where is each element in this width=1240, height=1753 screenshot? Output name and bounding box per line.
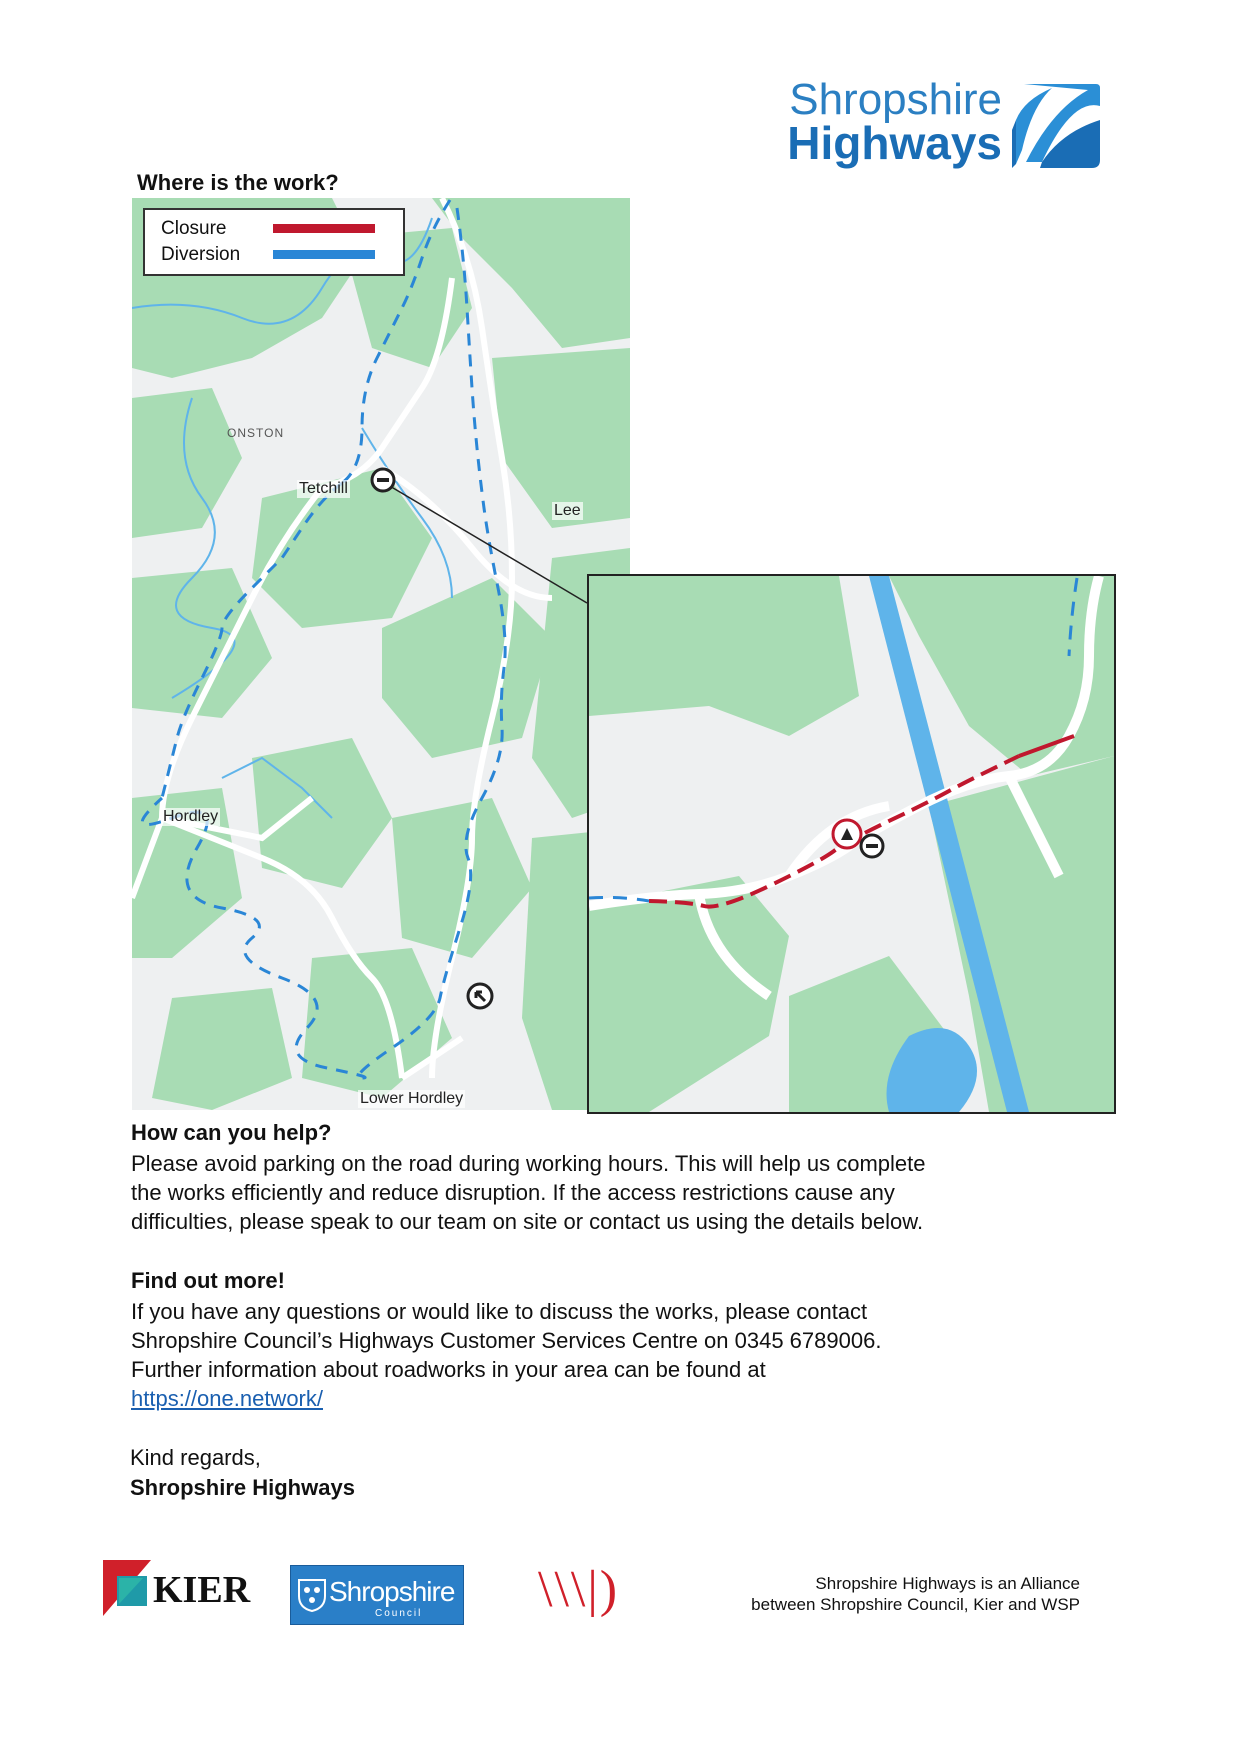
legend-diversion-swatch <box>273 250 375 259</box>
one-network-link[interactable]: https://one.network/ <box>131 1386 323 1411</box>
inset-map-canvas <box>589 576 1114 1112</box>
shropshire-highways-logo <box>762 75 1102 174</box>
place-hordley: Hordley <box>163 808 219 825</box>
alliance-line-2: between Shropshire Council, Kier and WSP <box>751 1595 1080 1614</box>
kier-mark-icon <box>103 1560 151 1616</box>
help-line-1: Please avoid parking on the road during working hours. This will help us complete <box>131 1151 926 1176</box>
legend-closure-swatch <box>273 224 375 233</box>
brand-line1: Shropshire <box>789 75 1002 124</box>
more-line-2: Shropshire Council’s Highways Customer Services Centre on 0345 6789006. <box>131 1328 882 1353</box>
place-lower-hordley: Lower Hordley <box>360 1090 464 1107</box>
legend-closure-label: Closure <box>161 218 227 239</box>
map-legend <box>143 208 405 276</box>
kier-wordmark: KIER <box>153 1569 251 1611</box>
council-crest-icon <box>297 1578 327 1612</box>
road-logo-icon <box>1012 80 1102 172</box>
where-heading: Where is the work? <box>137 170 339 195</box>
main-map[interactable] <box>132 198 630 1110</box>
help-heading: How can you help? <box>131 1120 332 1145</box>
place-lee: Lee <box>554 502 581 519</box>
inset-map[interactable] <box>587 574 1116 1114</box>
diversion-sign-icon <box>468 984 492 1008</box>
legend-diversion-label: Diversion <box>161 244 241 265</box>
more-heading: Find out more! <box>131 1268 285 1293</box>
wsp-logo: \\\|) <box>538 1561 620 1618</box>
more-paragraph <box>131 1297 1001 1413</box>
place-tetchill: Tetchill <box>299 480 348 497</box>
kier-logo <box>103 1560 265 1616</box>
more-line-1: If you have any questions or would like to discuss the works, please contact <box>131 1299 868 1324</box>
roadworks-sign-icon <box>833 820 861 848</box>
closure-marker-icon <box>372 469 394 491</box>
inset-closure-marker-icon <box>861 835 883 857</box>
help-line-2: the works efficiently and reduce disruption. If the access restrictions cause any <box>131 1180 895 1205</box>
main-map-canvas <box>132 198 630 1110</box>
help-line-3: difficulties, please speak to our team on site or contact us using the details below. <box>131 1209 924 1234</box>
signoff-name: Shropshire Highways <box>130 1475 355 1500</box>
alliance-statement <box>700 1573 1080 1615</box>
alliance-line-1: Shropshire Highways is an Alliance <box>815 1574 1080 1593</box>
council-wordmark: Council <box>375 1608 423 1619</box>
brand-line2: Highways <box>787 117 1002 169</box>
signoff-regards: Kind regards, <box>130 1445 261 1470</box>
shropshire-council-logo <box>290 1565 464 1625</box>
shropshire-wordmark: Shropshire <box>329 1576 455 1607</box>
help-paragraph <box>131 1149 1001 1236</box>
more-line-3: Further information about roadworks in your area can be found at <box>131 1357 766 1382</box>
place-onston: ONSTON <box>227 426 285 440</box>
